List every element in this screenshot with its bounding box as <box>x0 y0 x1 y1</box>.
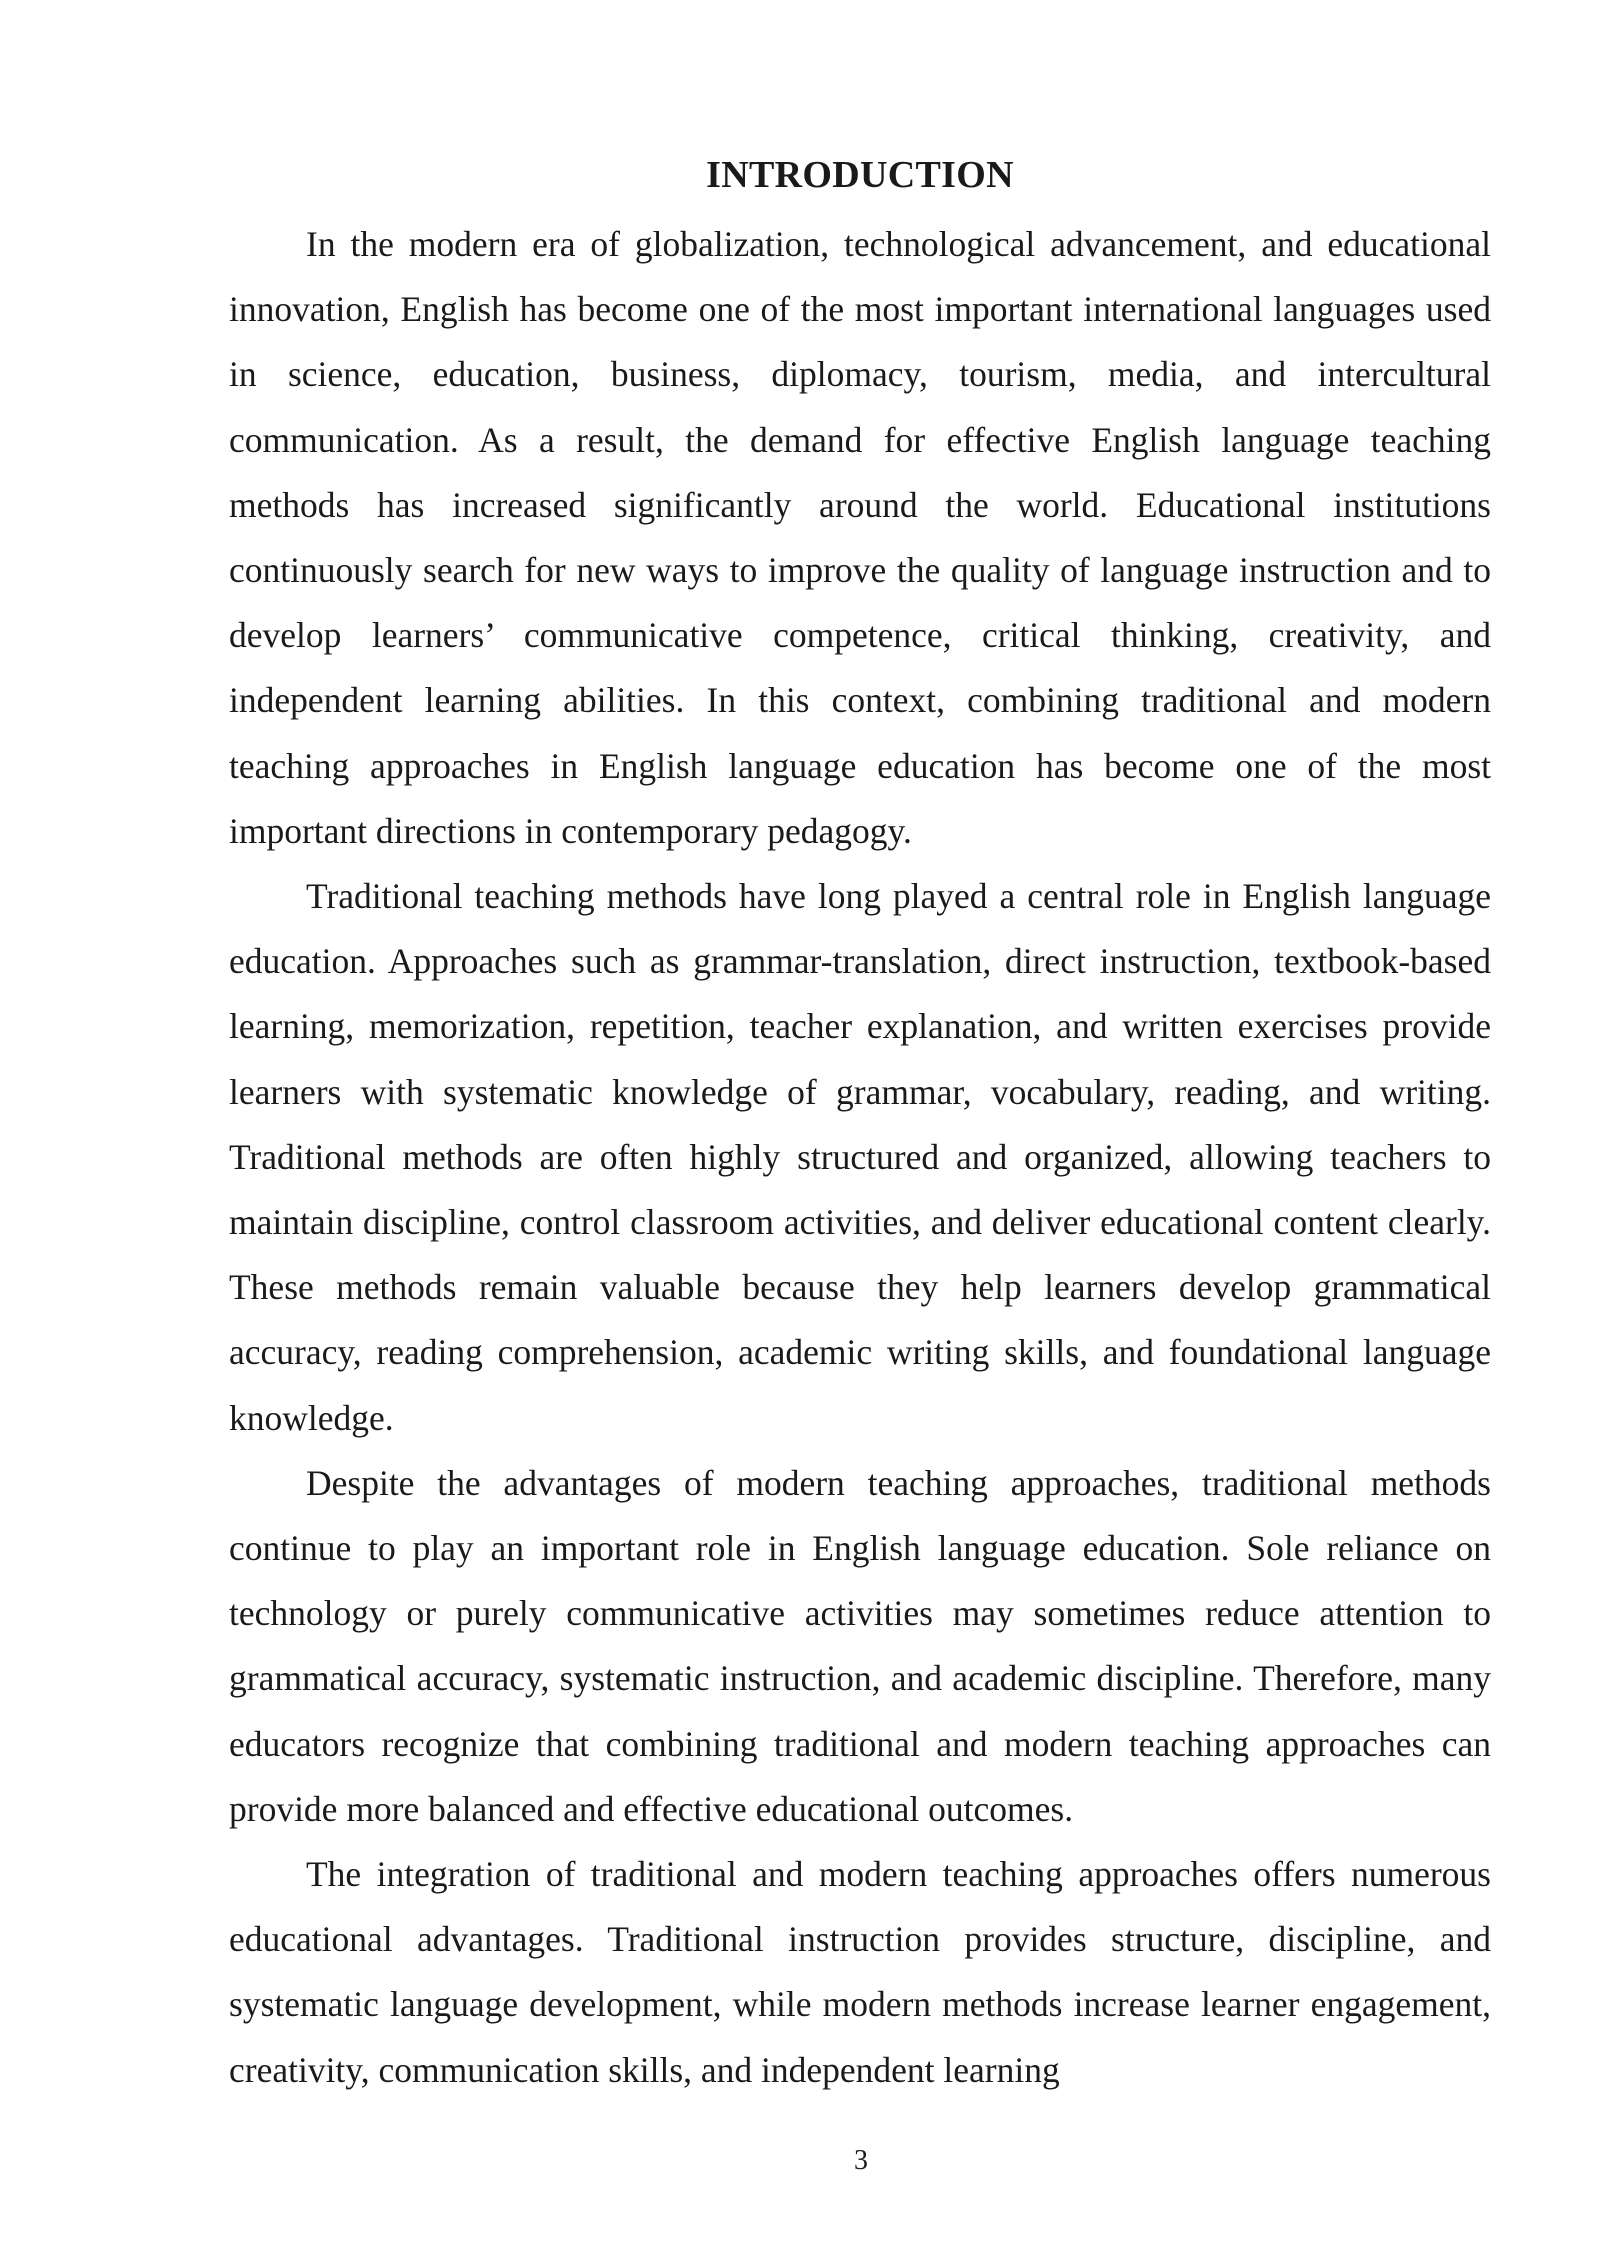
page-number: 3 <box>854 2145 868 2176</box>
paragraph-1: In the modern era of globalization, technological advancement, and educational innovation, English has become one of the most important international languages used in science, education, business, diplomacy, tourism, media, and intercultural communication. As a result, the demand for effective English language teaching methods has increased significantly around the world. Educational institutions continuously search for new ways to improve the quality of language instruction and to develop learners’ communicative competence, critical thinking, creativity, and independent learning abilities. In this context, combining traditional and modern teaching approaches in English language education has become one of the most important directions in contemporary pedagogy. <box>229 224 1491 851</box>
paragraph-3: Despite the advantages of modern teaching approaches, traditional methods continue to play an important role in English language education. Sole reliance on technology or purely communicative activities may sometimes reduce attention to grammatical accuracy, systematic instruction, and academic discipline. Therefore, many educators recognize that combining traditional and modern teaching approaches can provide more balanced and effective educational outcomes. <box>229 1462 1491 1829</box>
section-heading: INTRODUCTION <box>706 154 1014 196</box>
paragraph-4: The integration of traditional and modern teaching approaches offers numerous educational advantages. Traditional instruction provides structure, discipline, and systematic language development, while modern methods increase learner engagement, creativity, communication skills, and independent learning <box>229 1854 1491 2090</box>
body-text <box>229 212 1491 2103</box>
paragraph-2: Traditional teaching methods have long played a central role in English language education. Approaches such as grammar-translation, direct instruction, textbook-based learning, memorization, repetition, teacher explanation, and written exercises provide learners with systematic knowledge of grammar, vocabulary, reading, and writing. Traditional methods are often highly structured and organized, allowing teachers to maintain discipline, control classroom activities, and deliver educational content clearly. These methods remain valuable because they help learners develop grammatical accuracy, reading comprehension, academic writing skills, and foundational language knowledge. <box>229 876 1491 1438</box>
